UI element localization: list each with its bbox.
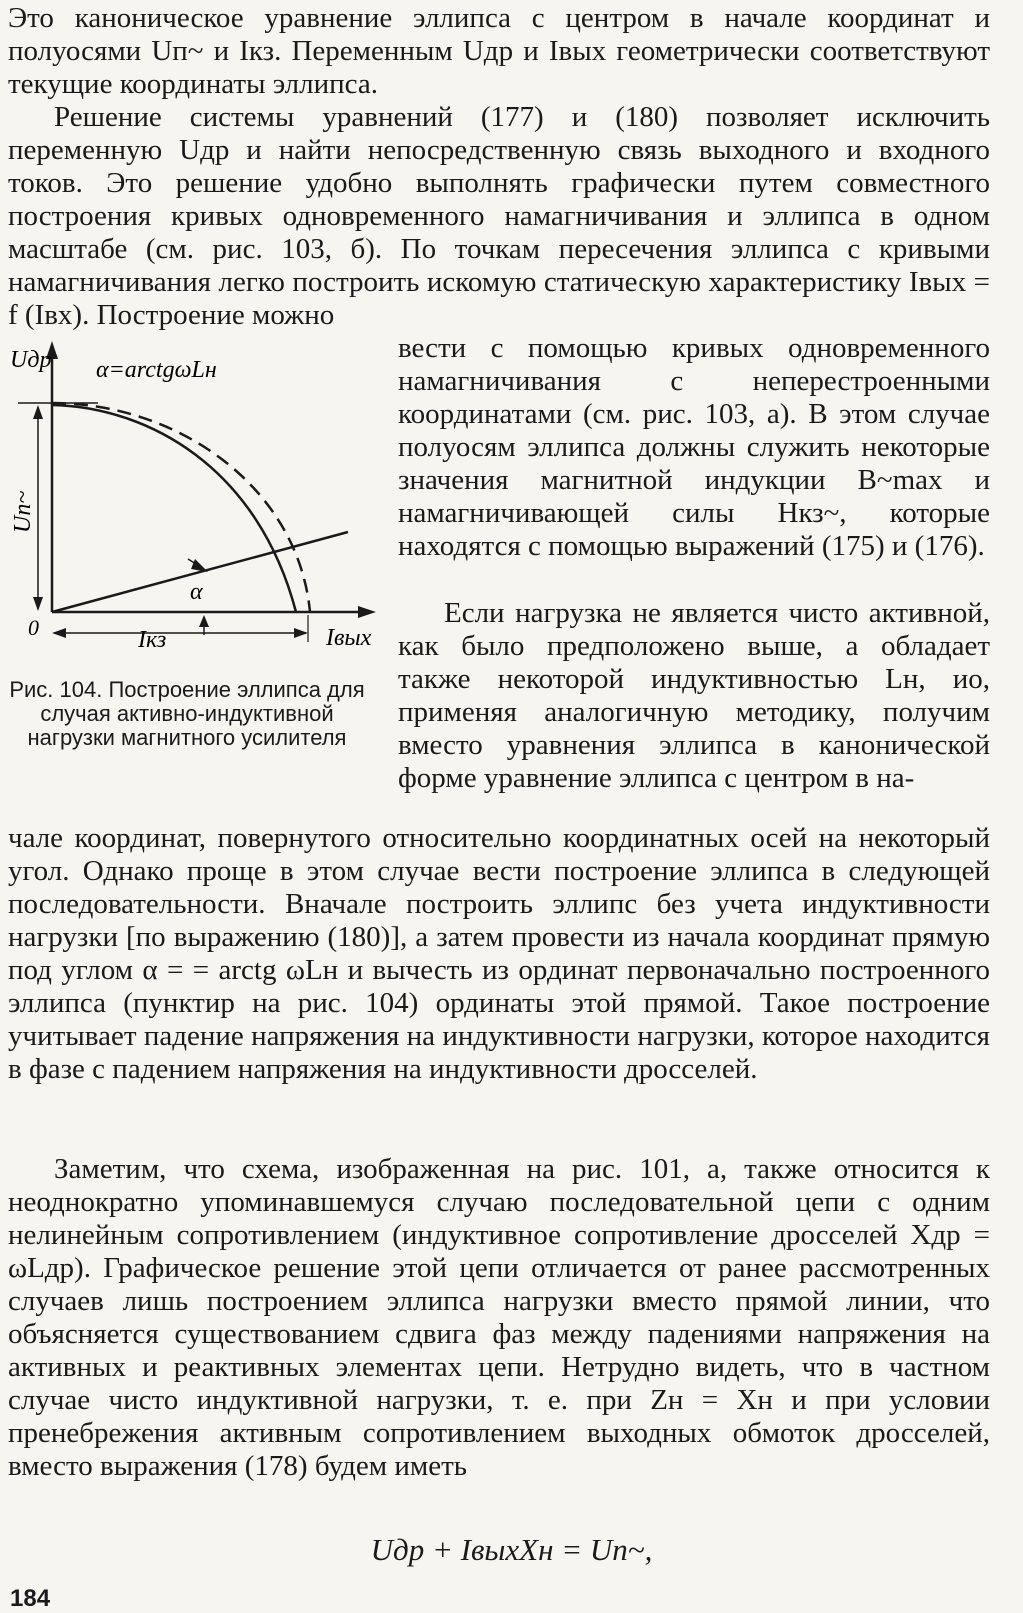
vertical-dim-label: Uп~: [10, 490, 36, 533]
figure-caption: Рис. 104. Построение эллипса для случая активно-индуктивной нагрузки магнитного усилителя: [9, 677, 365, 750]
vertical-dim-arrow-top: [33, 405, 43, 419]
equation-label: α=arctgωLн: [96, 357, 217, 383]
paragraph-3-continued: чале координат, повернутого относительно координатных осей на некоторый угол. Однако проще в этом случае вести построение эллипса в следующей последовательности. Вначале построить эллипс без учета индуктивности нагрузки [по выражению (180)], а затем провести из начала координат прямую под углом α = = arctg ωLн и вычесть из ординат первоначально построенного эллипса (пунктир на рис. 104) ординаты этой прямой. Такое построение учитывает падение напряжения на индуктивности нагрузки, которое находится в фазе с падением напряжения на индуктивности дросселей.: [8, 822, 990, 1085]
horizontal-dim-arrow-left: [52, 628, 66, 638]
paragraph-4: Заметим, что схема, изображенная на рис. 101, а, также относится к неоднократно упоминавшемуся случаю последовательной цепи с одним нелинейным сопротивлением (индуктивное сопротивление дросселей Xдр = ωLдр). Графическое решение этой цепи отличается от ранее рассмотренных случаев лишь построением эллипса нагрузки вместо прямой линии, что объясняется существованием сдвига фаз между падениями напряжения на активных и реактивных элементах цепи. Нетрудно видеть, что в частном случае чисто индуктивной нагрузки, т. е. при Zн = Xн и при условии пренебрежения активным сопротивлением выходных обмоток дросселей, вместо выражения (178) будем иметь: [8, 1153, 990, 1482]
page-number: 184: [10, 1585, 51, 1612]
paragraph-2: Решение системы уравнений (177) и (180) позволяет исключить переменную Uдр и найти непосредственную связь выходного и входного токов. Это решение удобно выполнять графически путем совместного построения кривых одновременного намагничивания и эллипса в одном масштабе (см. рис. 103, б). По точкам пересечения эллипса с кривыми намагничивания легко построить искомую статическую характеристику Iвых = f (Iвх). Построение можно: [8, 101, 990, 331]
paragraph-3: Если нагрузка не является чисто активной, как было предположено выше, а обладает также некоторой индуктивностью Lн, ио, применяя аналогичную методику, получим вместо уравнения эллипса в канонической форме уравнение эллипса с центром в на-: [398, 597, 990, 794]
paragraph-2-continued: вести с помощью кривых одновременного намагничивания с неперестроенными координатами (см. рис. 103, а). В этом случае полуосям эллипса должны служить некоторые значения магнитной индукции B~max и намагничивающей силы Hкз~, которые находятся с помощью выражений (175) и (176).: [398, 332, 990, 562]
horizontal-dim-arrow-right: [294, 628, 308, 638]
angle-pointer-bottom-head: [199, 615, 209, 627]
axis-x-label: Iвых: [326, 625, 372, 651]
horizontal-dim-label: Iкз: [138, 627, 167, 653]
x-axis-arrow: [358, 606, 376, 618]
axis-y-label: Uдр: [10, 347, 52, 373]
origin-label: 0: [28, 615, 39, 640]
figure-104: [8, 337, 388, 657]
ellipse-solid-curve: [52, 405, 296, 612]
angle-label: α: [190, 579, 203, 605]
vertical-dim-arrow-bottom: [33, 597, 43, 611]
ellipse-diagram: [8, 337, 388, 657]
paragraph-1: Это каноническое уравнение эллипса с центром в начале координат и полуосями Uп~ и Iкз. Переменным Uдр и Iвых геометрически соответствуют текущие координаты эллипса.: [8, 2, 990, 100]
ellipse-dashed-curve: [52, 403, 310, 612]
angle-pointer-head: [191, 559, 208, 572]
formula: Uдр + IвыхXн = Uп~,: [370, 1532, 653, 1567]
